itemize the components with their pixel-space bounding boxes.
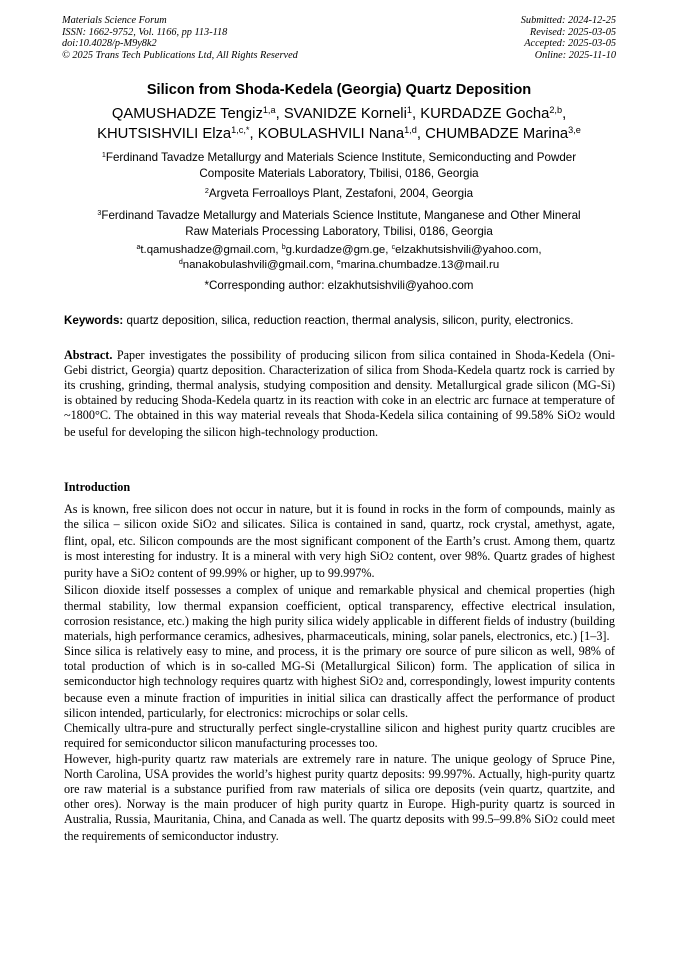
keywords xyxy=(64,313,624,328)
keywords-text: quartz deposition, silica, reduction reaction, thermal analysis, silicon, purity, electronics. xyxy=(123,314,574,327)
journal-doi: doi:10.4028/p-M9y8k2 xyxy=(62,38,157,50)
author: QAMUSHADZE Tengiz$^{1,a}$, xyxy=(111,104,284,122)
journal-copyright: © 2025 Trans Tech Publications Ltd, All Rights Reserved xyxy=(62,49,298,61)
email-link[interactable]: g.kurdadze@gm.ge, xyxy=(285,244,392,256)
abstract-label: Abstract. xyxy=(64,348,113,362)
paragraph: As is known, free silicon does not occur in nature, but it is found in rocks in the form of compounds, mainly as the silica – silicon oxide SiO2 and silicates. Silica is contained in sand, quartz, rock crystal, amethyst, agate, flint, opal, etc. Silicon compounds are the most significant component of the Earth’s crust. Among them, quartz is most interesting for industry. It is a mineral with very high SiO2 content, over 98%. Quartz grades of highest purity have a SiO2 content of 99.99% or higher, up to 99.997%. xyxy=(64,502,615,581)
paragraph: Silicon dioxide itself possesses a complex of unique and remarkable physical and chemical properties (high thermal stability, low thermal expansion coefficient, optical transparency, effective electrical insulation, corrosion resistance, etc.) making the high purity silica widely applicable in different fields of industry (building materials, high performance ceramics, adhesives, pharmaceuticals, mining, solar panels, electronics, etc.) [1–3]. xyxy=(64,583,615,643)
journal-name: Materials Science Forum xyxy=(62,15,167,26)
paragraph: Since silica is relatively easy to mine, and process, it is the primary ore source of pure silicon as well, 98% of total production of which is in so-called MG-Si (Metallurgical Silicon) form. The application of silica in semiconductor high technology requires quartz with highest SiO2 and, correspondingly, lowest impurity contents because even a minute fraction of impurities in initial silica can drastically affect the performance of product silicon intended, particularly, for electronics: microchips or solar cells. xyxy=(64,643,615,721)
email-link[interactable]: t.qamushadze@gmail.com, xyxy=(140,244,282,256)
email-link[interactable]: marina.chumbadze.13@mail.ru xyxy=(340,259,500,272)
affiliation-1: $^1$Ferdinand Tavadze Metallurgy and Materials Science Institute, Semiconducting and Powder Composite Materials Laboratory, Tbilisi, 0186, Georgia xyxy=(101,150,577,180)
submitted-date: Submitted: 2024-12-25 xyxy=(520,15,616,26)
email-link[interactable]: elzakhutsishvili@yahoo.com, xyxy=(395,244,542,256)
author: KHUTSISHVILI Elza$^{1,c,*}$, xyxy=(97,124,258,142)
paragraph: Chemically ultra-pure and structurally perfect single-crystalline silicon and highest purity quartz crucibles are required for semiconductor silicon manufacturing processes too. xyxy=(64,721,615,751)
keywords-label: Keywords: xyxy=(64,314,124,327)
paper-title: Silicon from Shoda-Kedela (Georgia) Quartz Deposition xyxy=(146,82,532,98)
author: SVANIDZE Korneli$^1$, xyxy=(283,104,421,122)
author: KOBULASHVILI Nana$^{1,d}$, xyxy=(257,124,426,142)
revised-date: Revised: 2025-03-05 xyxy=(529,26,616,38)
introduction-body xyxy=(64,502,615,844)
online-date: Online: 2025-11-10 xyxy=(534,49,616,61)
paragraph: However, high-purity quartz raw materials are extremely rare in nature. The unique geology of Spruce Pine, North Carolina, USA provides the world’s highest purity quartz deposits: 99.997%. Actually, high-purity quartz ore raw material is a substance purified from raw materials of silica ore deposits (vein quartz, quartzite, and other ores). Norway is the main producer of high purity quartz in Europe. High-purity quartz is sourced in Australia, Russia, Mauritania, China, and Canada as well. The quartz deposits with 99.5–99.8% SiO2 could meet the requirements of semiconductor industry. xyxy=(64,751,615,843)
author-emails: $^a$t.qamushadze@gmail.com, $^b$g.kurdadze@gm.ge, $^c$elzakhutsishvili@yahoo.com, $^d$nanakobulashvili@gmail.com, $^e$marina.chumbadze.13@mail.ru xyxy=(136,244,542,272)
affiliation-2: $^2$Argveta Ferroalloys Plant, Zestafoni, 2004, Georgia xyxy=(204,186,474,200)
author: KURDADZE Gocha$^{2,b}$, xyxy=(420,104,567,122)
affiliation-3: $^3$Ferdinand Tavadze Metallurgy and Materials Science Institute, Manganese and Other Mineral Raw Materials Processing Laboratory, Tbilisi, 0186, Georgia xyxy=(97,208,581,238)
email-link[interactable]: nanakobulashvili@gmail.com, xyxy=(182,259,337,272)
submission-dates xyxy=(521,15,616,61)
author: CHUMBADZE Marina$^{3,e}$ xyxy=(425,124,581,142)
author-list xyxy=(40,104,638,144)
journal-issn: ISSN: 1662-9752, Vol. 1166, pp 113-118 xyxy=(62,26,228,38)
corresponding-author: *Corresponding author: elzakhutsishvili@yahoo.com xyxy=(204,279,474,292)
journal-info xyxy=(62,15,298,61)
accepted-date: Accepted: 2025-03-05 xyxy=(524,38,616,50)
abstract: Abstract. Paper investigates the possibility of producing silicon from silica contained in Shoda-Kedela (Oni-Gebi district, Georgia) quartz deposition. Characterization of silica from Shoda-Kedela quartz rock is carried by its crushing, grinding, thermal analysis, studying composition and density. Metallurgical grade silicon (MG-Si) is obtained by reducing Shoda-Kedela quartz in its reaction with coke in an electric arc furnace at temperature of ~1800°C. The obtained in this way material reveals that Shoda-Kedela silica containing of 99.58% SiO2 would be useful for developing the silicon high-technology production. xyxy=(64,348,615,440)
section-heading: Introduction xyxy=(64,480,131,494)
